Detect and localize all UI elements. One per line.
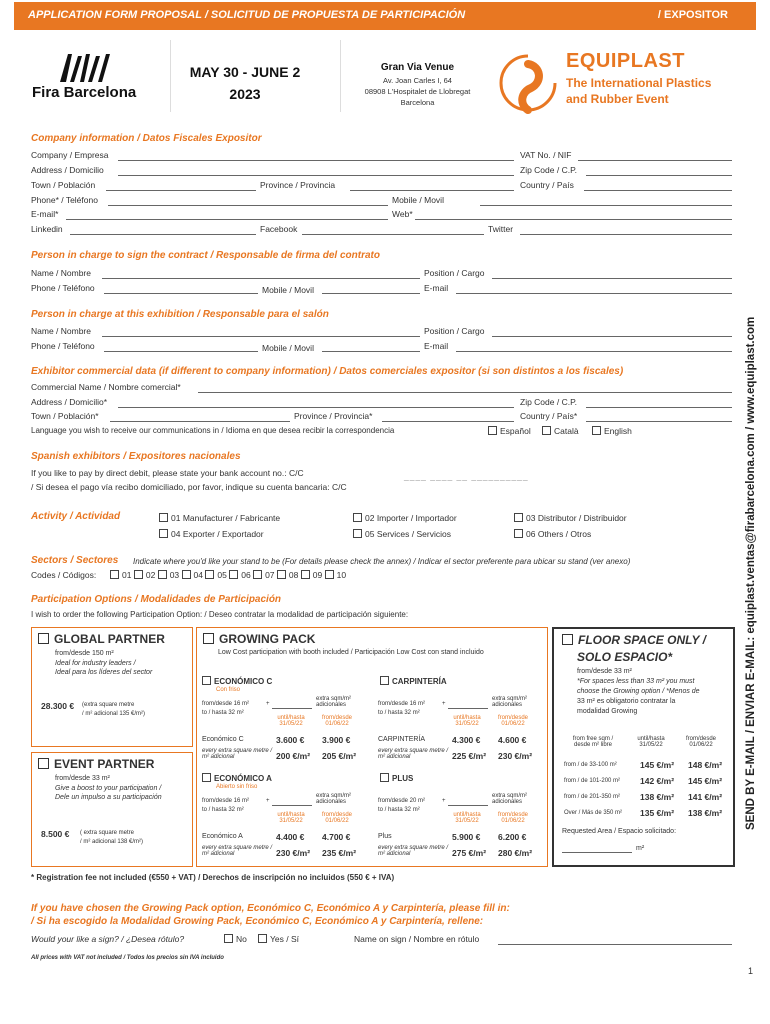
label-email: E-mail* bbox=[31, 209, 59, 219]
floor-row-3-until: 138 €/m² bbox=[640, 792, 675, 802]
label-country: Country / País bbox=[520, 180, 574, 190]
name-on-sign-label: Name on sign / Nombre en rótulo bbox=[354, 934, 480, 944]
sector-code-09[interactable]: 09 bbox=[301, 570, 322, 580]
carp-extra-field[interactable] bbox=[448, 708, 488, 709]
economico-c-option[interactable]: ECONÓMICO C bbox=[202, 676, 272, 686]
ea-until: until/hasta 31/05/22 bbox=[277, 812, 305, 824]
ea-fromd: from/desde 01/06/22 bbox=[321, 812, 352, 824]
linkedin-field[interactable] bbox=[70, 234, 256, 235]
activity-01-label: 01 Manufacturer / Fabricante bbox=[171, 513, 281, 523]
section-commercial: Exhibitor commercial data (if different to company information) / Datos comerciales expositor (si son distintos a los fiscales) bbox=[31, 366, 624, 377]
carp-price-2: 4.600 € bbox=[498, 735, 527, 745]
contract-phone-field[interactable] bbox=[104, 293, 258, 294]
plus-extra-2: 280 €/m² bbox=[498, 848, 533, 858]
checkbox-activity-05[interactable] bbox=[353, 529, 362, 538]
fira-logo-icon bbox=[58, 52, 118, 84]
requested-area-label: Requested Area / Espacio solicitado: bbox=[562, 828, 677, 835]
label-exhibition-name: Name / Nombre bbox=[31, 326, 91, 336]
floor-note-1: *For spaces less than 33 m² you must bbox=[577, 678, 695, 685]
checkbox-sector[interactable] bbox=[277, 570, 286, 579]
sectors-instructions: Indicate where you'd like your stand to be (For details please check the annex) / Indicar el sector preferente para ubicar su stand (ver anexo) bbox=[133, 557, 631, 566]
event-dates: MAY 30 - JUNE 2 bbox=[189, 64, 301, 80]
activity-05-label: 05 Services / Servicios bbox=[365, 529, 451, 539]
checkbox-sector[interactable] bbox=[229, 570, 238, 579]
floor-space-title-2: SOLO ESPACIO* bbox=[577, 650, 673, 664]
floor-row-4-until: 135 €/m² bbox=[640, 808, 675, 818]
activity-06[interactable] bbox=[514, 529, 591, 539]
checkbox-sector[interactable] bbox=[325, 570, 334, 579]
floor-space-title[interactable]: FLOOR SPACE ONLY / bbox=[562, 633, 706, 647]
facebook-field[interactable] bbox=[302, 234, 484, 235]
label-language: Language you wish to receive our communications in / Idioma en que desea recibir la correspondencia bbox=[31, 426, 395, 435]
checkbox-economico-a[interactable] bbox=[202, 773, 211, 782]
exhibition-phone-field[interactable] bbox=[104, 351, 258, 352]
floor-row-3-range: from / de 201-350 m² bbox=[564, 794, 621, 800]
floor-note-2: choose the Growing option / *Menos de bbox=[577, 688, 700, 695]
bank-account-field[interactable]: ____ ____ __ __________ bbox=[404, 471, 529, 481]
phone-field[interactable] bbox=[108, 205, 388, 206]
checkbox-english[interactable] bbox=[592, 426, 601, 435]
checkbox-sign-no[interactable] bbox=[224, 934, 233, 943]
divider bbox=[340, 40, 341, 112]
plus-extra-field[interactable] bbox=[448, 805, 488, 806]
sector-code-10[interactable]: 10 bbox=[325, 570, 346, 580]
zip-field[interactable] bbox=[586, 175, 732, 176]
plus-name: Plus bbox=[378, 833, 392, 840]
label-province: Province / Provincia bbox=[260, 180, 336, 190]
checkbox-activity-06[interactable] bbox=[514, 529, 523, 538]
section-sectors: Sectors / Sectores bbox=[31, 555, 119, 566]
label-commercial-address: Address / Domicilio* bbox=[31, 397, 108, 407]
event-desc-1: Give a boost to your participation / bbox=[55, 785, 162, 792]
page-number: 1 bbox=[748, 966, 754, 976]
section-company: Company information / Datos Fiscales Expositor bbox=[31, 133, 262, 144]
event-extra-1: ( extra square metre bbox=[80, 830, 135, 836]
section-contract: Person in charge to sign the contract / Responsable de firma del contrato bbox=[31, 250, 380, 261]
equiplast-logo-icon bbox=[497, 52, 559, 114]
label-commercial-name: Commercial Name / Nombre comercial* bbox=[31, 382, 181, 392]
carp-price-1: 4.300 € bbox=[452, 735, 481, 745]
floor-row-4-from: 138 €/m² bbox=[688, 808, 723, 818]
checkbox-catala[interactable] bbox=[542, 426, 551, 435]
mobile-field[interactable] bbox=[480, 205, 732, 206]
province-field[interactable] bbox=[350, 190, 514, 191]
carp-extra-1: 225 €/m² bbox=[452, 751, 487, 761]
event-desc-2: Dele un impulso a su participación bbox=[55, 794, 162, 801]
name-on-sign-field[interactable] bbox=[498, 944, 732, 945]
sector-code-02[interactable]: 02 bbox=[134, 570, 155, 580]
bank-note-es: / Si desea el pago vía recibo domiciliado, por favor, indique su cuenta bancaria: C/C bbox=[31, 482, 347, 492]
sector-code-05[interactable]: 05 bbox=[205, 570, 226, 580]
activity-02[interactable] bbox=[353, 513, 457, 523]
plus-to: to / hasta 32 m² bbox=[378, 807, 420, 813]
option-espanol[interactable] bbox=[488, 426, 531, 436]
checkbox-activity-02[interactable] bbox=[353, 513, 362, 522]
address-field[interactable] bbox=[118, 175, 514, 176]
carp-from: from/desde 16 m² bbox=[378, 701, 426, 707]
sidebar-email: SEND BY E-MAIL / ENVIAR E-MAIL: equiplast.ventas@firabarcelona.com / www.equiplast.com bbox=[745, 316, 757, 830]
carpinteria-option[interactable]: CARPINTERÍA bbox=[380, 676, 447, 686]
codes-label: Codes / Códigos: bbox=[31, 570, 97, 580]
floor-from: from/desde 33 m² bbox=[577, 668, 632, 675]
ec-every: every extra square metre / m² adicional bbox=[202, 748, 273, 760]
activity-01[interactable] bbox=[159, 513, 280, 523]
label-exhibition-email: E-mail bbox=[424, 341, 449, 351]
espanol-label: Español bbox=[500, 426, 531, 436]
plus-sign: + bbox=[266, 798, 270, 804]
label-facebook: Facebook bbox=[260, 224, 298, 234]
label-exhibition-phone: Phone / Teléfono bbox=[31, 341, 95, 351]
economico-a-option[interactable]: ECONÓMICO A bbox=[202, 773, 272, 783]
catala-label: Català bbox=[554, 426, 579, 436]
floor-row-1-from: 148 €/m² bbox=[688, 760, 723, 770]
venue-name: Gran Via Venue bbox=[380, 62, 455, 73]
label-exhibition-mobile: Mobile / Movil bbox=[262, 343, 314, 353]
ea-price-1: 4.400 € bbox=[276, 832, 305, 842]
label-contract-name: Name / Nombre bbox=[31, 268, 91, 278]
ec-until: until/hasta 31/05/22 bbox=[277, 715, 305, 727]
commercial-address-field[interactable] bbox=[118, 407, 514, 408]
floor-row-4-range: Over / Más de 350 m² bbox=[564, 810, 623, 816]
ea-extra-1: 230 €/m² bbox=[276, 848, 311, 858]
sign-no-option[interactable]: No bbox=[224, 934, 247, 944]
activity-03[interactable] bbox=[514, 513, 627, 523]
ea-extra-2: 235 €/m² bbox=[322, 848, 357, 858]
floor-note-3: 33 m² es obligatorio contratar la bbox=[577, 698, 676, 705]
carp-name: CARPINTERÍA bbox=[378, 736, 426, 743]
prices-note: All prices with VAT not included / Todos los precios sin IVA incluido bbox=[31, 955, 224, 961]
fira-logo-text: Fira Barcelona bbox=[32, 84, 137, 101]
global-extra-1: (extra square metre bbox=[82, 702, 135, 708]
ea-name: Económico A bbox=[202, 833, 243, 840]
activity-05[interactable] bbox=[353, 529, 451, 539]
ec-name: Económico C bbox=[202, 736, 244, 743]
town-field[interactable] bbox=[106, 190, 256, 191]
label-commercial-town: Town / Población* bbox=[31, 411, 99, 421]
floor-row-2-range: from / de 101-200 m² bbox=[564, 778, 621, 784]
brand-name: EQUIPLAST bbox=[566, 50, 685, 72]
floor-head-range: from free sqm / desde m² libre bbox=[572, 736, 614, 748]
commercial-zip-field[interactable] bbox=[586, 407, 732, 408]
label-address: Address / Domicilio bbox=[31, 165, 104, 175]
option-catala[interactable] bbox=[542, 426, 579, 436]
plus-extra-1: 275 €/m² bbox=[452, 848, 487, 858]
registration-fee-note: * Registration fee not included (€550 + VAT) / Derechos de inscripción no incluidos (550 € + IVA) bbox=[31, 873, 395, 882]
global-extra-2: / m² adicional 135 €/m²) bbox=[82, 711, 146, 717]
growing-pack-title[interactable]: GROWING PACK bbox=[203, 632, 315, 646]
ea-extra: extra sqm/m² adicionales bbox=[316, 793, 352, 805]
plus-price-1: 5.900 € bbox=[452, 832, 481, 842]
growing-question-title-2: / Si ha escogido la Modalidad Growing Pack, Económico C, Económico A y Carpintería, rellene: bbox=[31, 916, 484, 927]
activity-03-label: 03 Distributor / Distribuidor bbox=[526, 513, 627, 523]
checkbox-sign-yes[interactable] bbox=[258, 934, 267, 943]
floor-row-1-until: 145 €/m² bbox=[640, 760, 675, 770]
floor-head-until: until/hasta 31/05/22 bbox=[637, 736, 665, 748]
ec-extra: extra sqm/m² adicionales bbox=[316, 696, 352, 708]
exhibition-email-field[interactable] bbox=[456, 351, 732, 352]
ec-extra-1: 200 €/m² bbox=[276, 751, 311, 761]
sign-question: Would your like a sign? / ¿Desea rótulo? bbox=[31, 934, 185, 944]
contract-name-field[interactable] bbox=[102, 278, 420, 279]
label-contract-position: Position / Cargo bbox=[424, 268, 485, 278]
global-desc-2: Ideal para los líderes del sector bbox=[55, 669, 153, 676]
label-town: Town / Población bbox=[31, 180, 96, 190]
ec-sub: Con friso bbox=[216, 687, 241, 693]
sector-code-01[interactable]: 01 bbox=[110, 570, 131, 580]
checkbox-sector[interactable] bbox=[182, 570, 191, 579]
sector-code-06[interactable]: 06 bbox=[229, 570, 250, 580]
requested-area-unit: m² bbox=[636, 845, 645, 852]
activity-04-label: 04 Exporter / Exportador bbox=[171, 529, 264, 539]
ea-from: from/desde 16 m² bbox=[202, 798, 250, 804]
floor-row-1-range: from / de 33-100 m² bbox=[564, 762, 617, 768]
sector-code-08[interactable]: 08 bbox=[277, 570, 298, 580]
section-spanish: Spanish exhibitors / Expositores nacionales bbox=[31, 451, 241, 462]
brand-tagline-1: The International Plastics bbox=[566, 76, 712, 90]
plus-from: from/desde 20 m² bbox=[378, 798, 426, 804]
label-commercial-province: Province / Provincia* bbox=[294, 411, 373, 421]
label-exhibition-position: Position / Cargo bbox=[424, 326, 485, 336]
carp-extra-2: 230 €/m² bbox=[498, 751, 533, 761]
activity-06-label: 06 Others / Otros bbox=[526, 529, 592, 539]
label-commercial-country: Country / País* bbox=[520, 411, 578, 421]
checkbox-espanol[interactable] bbox=[488, 426, 497, 435]
header-right: / EXPOSITOR bbox=[657, 9, 728, 21]
checkbox-sector[interactable] bbox=[134, 570, 143, 579]
global-desc-1: Ideal for industry leaders / bbox=[55, 660, 136, 667]
ea-every: every extra square metre / m² adicional bbox=[202, 845, 273, 857]
checkbox-global-partner[interactable] bbox=[38, 633, 49, 644]
contract-email-field[interactable] bbox=[456, 293, 732, 294]
ec-extra-field[interactable] bbox=[272, 708, 312, 709]
sector-code-03[interactable]: 03 bbox=[158, 570, 179, 580]
checkbox-sector[interactable] bbox=[158, 570, 167, 579]
checkbox-sector[interactable] bbox=[205, 570, 214, 579]
label-vat: VAT No. / NIF bbox=[520, 150, 572, 160]
divider bbox=[170, 40, 171, 112]
label-web: Web* bbox=[392, 209, 413, 219]
email-field[interactable] bbox=[66, 219, 388, 220]
label-commercial-zip: Zip Code / C.P. bbox=[520, 397, 578, 407]
floor-row-2-until: 142 €/m² bbox=[640, 776, 675, 786]
carp-fromd: from/desde 01/06/22 bbox=[497, 715, 528, 727]
plus-price-2: 6.200 € bbox=[498, 832, 527, 842]
carp-to: to / hasta 32 m² bbox=[378, 710, 420, 716]
checkbox-economico-c[interactable] bbox=[202, 676, 211, 685]
checkbox-floor-space[interactable] bbox=[562, 634, 573, 645]
ec-to: to / hasta 32 m² bbox=[202, 710, 244, 716]
sector-code-04[interactable]: 04 bbox=[182, 570, 203, 580]
ec-extra-2: 205 €/m² bbox=[322, 751, 357, 761]
floor-head-from: from/desde 01/06/22 bbox=[685, 736, 716, 748]
brand-tagline-2: and Rubber Event bbox=[566, 92, 669, 106]
venue-city: 08908 L'Hospitalet de Llobregat bbox=[364, 87, 471, 96]
label-linkedin: Linkedin bbox=[31, 224, 63, 234]
event-from: from/desde 33 m² bbox=[55, 775, 110, 782]
exhibition-name-field[interactable] bbox=[102, 336, 420, 337]
checkbox-carpinteria[interactable] bbox=[380, 676, 389, 685]
label-twitter: Twitter bbox=[488, 224, 514, 234]
web-field[interactable] bbox=[415, 219, 732, 220]
floor-row-2-from: 145 €/m² bbox=[688, 776, 723, 786]
commercial-country-field[interactable] bbox=[586, 421, 732, 422]
bank-note-en: If you like to pay by direct debit, please state your bank account no.: C/C bbox=[31, 468, 304, 478]
header-bar bbox=[14, 2, 756, 30]
label-company: Company / Empresa bbox=[31, 150, 109, 160]
commercial-name-field[interactable] bbox=[198, 392, 732, 393]
plus-until: until/hasta 31/05/22 bbox=[453, 812, 481, 824]
venue-region: Barcelona bbox=[400, 98, 435, 107]
venue-address: Av. Joan Carles I, 64 bbox=[383, 76, 452, 85]
ea-to: to / hasta 32 m² bbox=[202, 807, 244, 813]
label-contract-phone: Phone / Teléfono bbox=[31, 283, 95, 293]
activity-04[interactable] bbox=[159, 529, 264, 539]
floor-row-3-from: 141 €/m² bbox=[688, 792, 723, 802]
ec-price-1: 3.600 € bbox=[276, 735, 305, 745]
participation-sub: I wish to order the following Participation Option: / Deseo contratar la modalidad de participación siguiente: bbox=[31, 610, 409, 619]
label-phone: Phone* / Teléfono bbox=[31, 195, 98, 205]
requested-area-field[interactable] bbox=[562, 852, 632, 853]
global-partner-title[interactable]: GLOBAL PARTNER bbox=[38, 632, 165, 646]
carp-extra: extra sqm/m² adicionales bbox=[492, 696, 528, 708]
exhibition-mobile-field[interactable] bbox=[322, 351, 420, 352]
ec-price-2: 3.900 € bbox=[322, 735, 351, 745]
event-extra-2: / m² adicional 138 €/m²) bbox=[80, 839, 144, 845]
plus-every: every extra square metre / m² adicional bbox=[378, 845, 449, 857]
ea-price-2: 4.700 € bbox=[322, 832, 351, 842]
english-label: English bbox=[604, 426, 632, 436]
contract-position-field[interactable] bbox=[492, 278, 732, 279]
checkbox-sector[interactable] bbox=[110, 570, 119, 579]
ec-from: from/desde 16 m² bbox=[202, 701, 250, 707]
global-price: 28.300 € bbox=[41, 701, 75, 711]
activity-02-label: 02 Importer / Importador bbox=[365, 513, 457, 523]
plus-option[interactable]: PLUS bbox=[380, 773, 413, 783]
header-title: APPLICATION FORM PROPOSAL / SOLICITUD DE PROPUESTA DE PARTICIPACIÓN bbox=[28, 9, 466, 21]
sign-yes-option[interactable]: Yes / Sí bbox=[258, 934, 299, 944]
checkbox-activity-04[interactable] bbox=[159, 529, 168, 538]
ec-fromd: from/desde 01/06/22 bbox=[321, 715, 352, 727]
carp-every: every extra square metre / m² adicional bbox=[378, 748, 449, 760]
floor-note-4: modalidad Growing bbox=[577, 708, 638, 715]
event-price: 8.500 € bbox=[41, 829, 70, 839]
checkbox-event-partner[interactable] bbox=[38, 758, 49, 769]
ea-sub: Abierto sin friso bbox=[216, 784, 258, 790]
checkbox-activity-03[interactable] bbox=[514, 513, 523, 522]
checkbox-sector[interactable] bbox=[301, 570, 310, 579]
sector-code-07[interactable]: 07 bbox=[253, 570, 274, 580]
vat-field[interactable] bbox=[578, 160, 732, 161]
label-contract-email: E-mail bbox=[424, 283, 449, 293]
section-activity: Activity / Actividad bbox=[31, 511, 121, 522]
plus-sign: + bbox=[442, 798, 446, 804]
section-exhibition: Person in charge at this exhibition / Responsable para el salón bbox=[31, 309, 329, 320]
label-contract-mobile: Mobile / Movil bbox=[262, 285, 314, 295]
label-zip: Zip Code / C.P. bbox=[520, 165, 578, 175]
option-english[interactable] bbox=[592, 426, 632, 436]
exhibition-position-field[interactable] bbox=[492, 336, 732, 337]
plus-fromd: from/desde 01/06/22 bbox=[497, 812, 528, 824]
twitter-field[interactable] bbox=[520, 234, 732, 235]
ea-extra-field[interactable] bbox=[272, 805, 312, 806]
country-field[interactable] bbox=[584, 190, 732, 191]
sector-codes bbox=[110, 570, 346, 580]
carp-until: until/hasta 31/05/22 bbox=[453, 715, 481, 727]
contract-mobile-field[interactable] bbox=[322, 293, 420, 294]
plus-sign: + bbox=[266, 701, 270, 707]
checkbox-plus[interactable] bbox=[380, 773, 389, 782]
commercial-town-field[interactable] bbox=[110, 421, 290, 422]
event-partner-title[interactable]: EVENT PARTNER bbox=[38, 757, 154, 771]
commercial-province-field[interactable] bbox=[382, 421, 514, 422]
label-mobile: Mobile / Movil bbox=[392, 195, 444, 205]
company-field[interactable] bbox=[118, 160, 514, 161]
checkbox-activity-01[interactable] bbox=[159, 513, 168, 522]
plus-sign: + bbox=[442, 701, 446, 707]
plus-extra: extra sqm/m² adicionales bbox=[492, 793, 528, 805]
event-year: 2023 bbox=[229, 86, 261, 102]
section-participation: Participation Options / Modalidades de Participación bbox=[31, 594, 282, 605]
checkbox-growing-pack[interactable] bbox=[203, 633, 214, 644]
growing-sub: Low Cost participation with booth included / Participación Low Cost con stand incluido bbox=[218, 649, 484, 656]
growing-pack-box bbox=[196, 627, 548, 867]
growing-question-title-1: If you have chosen the Growing Pack option, Económico C, Económico A y Carpintería, please fill in: bbox=[31, 903, 510, 914]
global-from: from/desde 150 m² bbox=[55, 650, 114, 657]
checkbox-sector[interactable] bbox=[253, 570, 262, 579]
